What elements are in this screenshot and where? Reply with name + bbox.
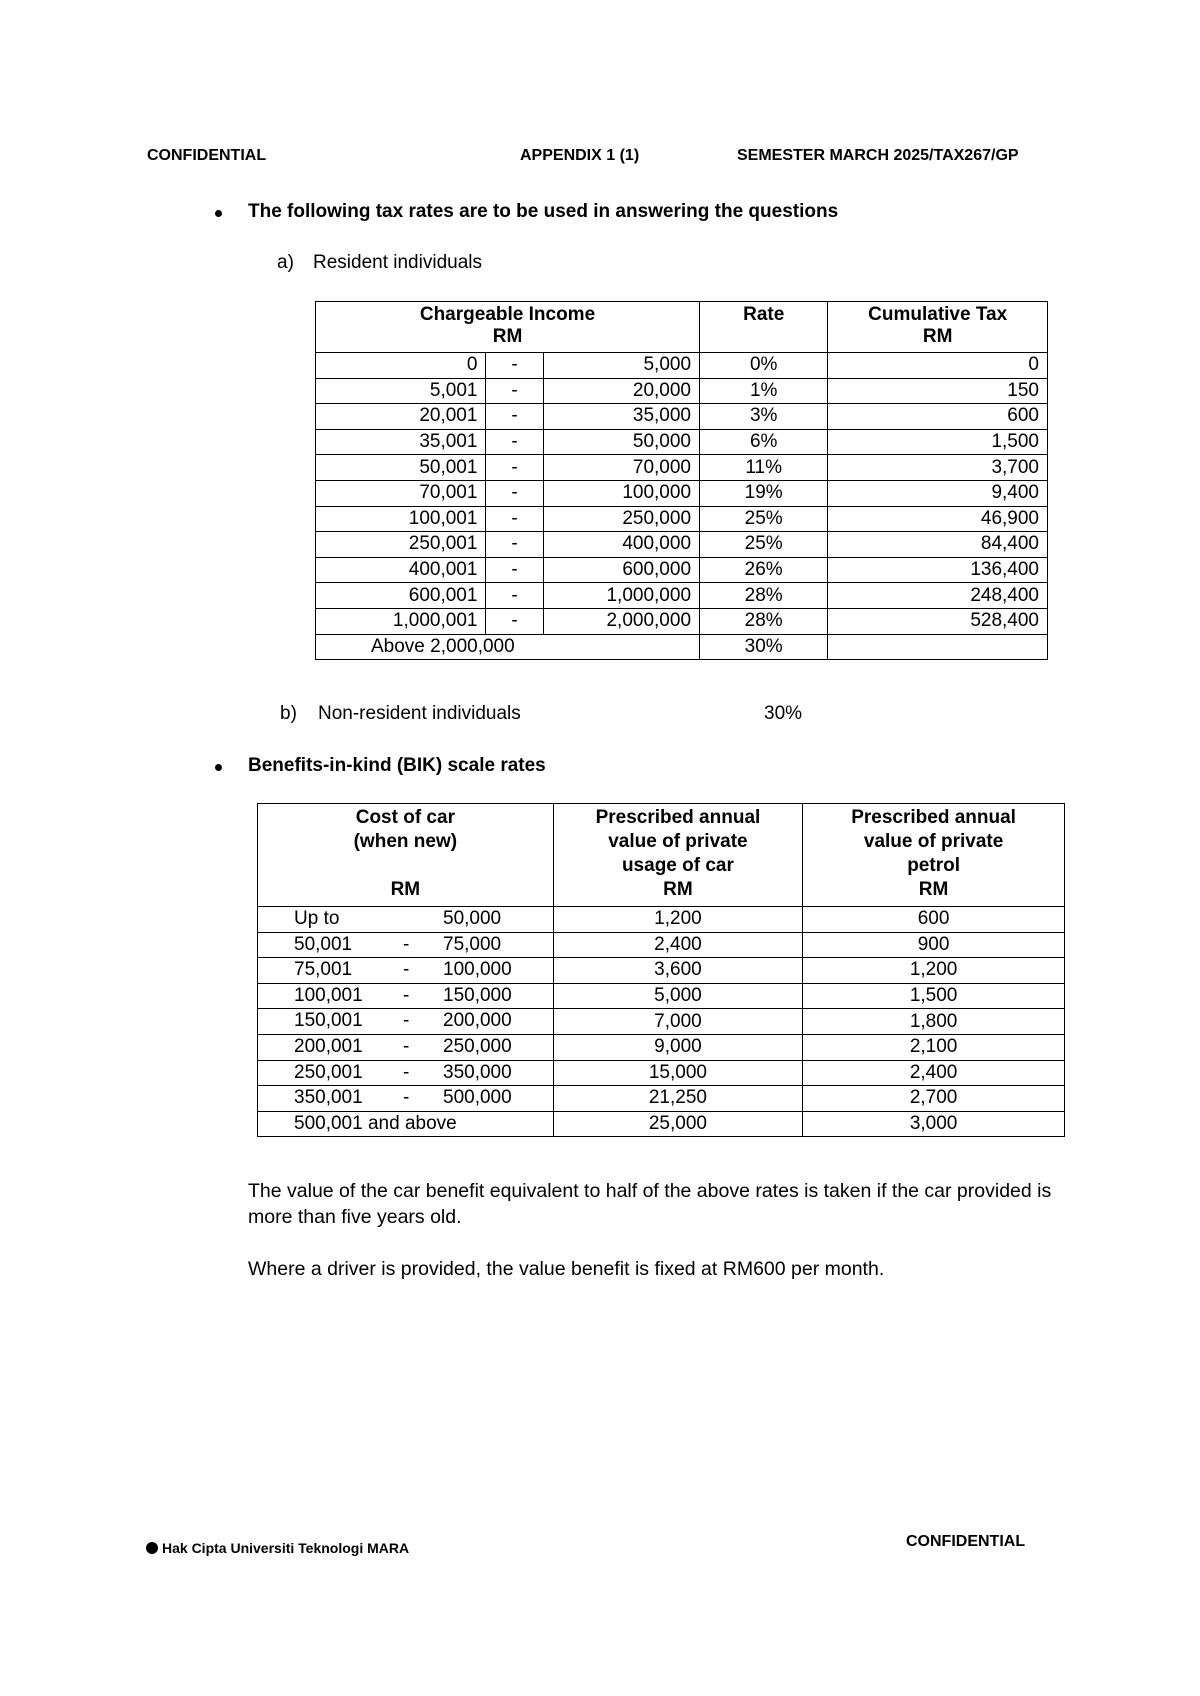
income-to-cell: 35,000 [543, 404, 699, 430]
private-petrol-header [803, 804, 1065, 907]
rate-cell: 1% [700, 378, 828, 404]
tax-table-row [316, 404, 1048, 430]
bik-usage-cell: 15,000 [553, 1060, 802, 1086]
bik-scale-table [257, 803, 1065, 1137]
rate-header [700, 302, 828, 353]
bik-cost-to: 150,000 [443, 984, 512, 1006]
bullet-icon [215, 210, 222, 217]
tax-table-row [316, 532, 1048, 558]
cumulative-tax-cell: 528,400 [828, 608, 1048, 634]
income-from-cell: 70,001 [316, 480, 486, 506]
bik-table-header-row [258, 804, 1065, 907]
bik-cost-separator: - [403, 1010, 410, 1032]
income-to-cell: 20,000 [543, 378, 699, 404]
income-to-cell: 600,000 [543, 557, 699, 583]
bik-cost-cell [258, 1009, 554, 1035]
bik-cost-separator: - [403, 1035, 410, 1057]
section-b-marker: b) [280, 703, 297, 724]
bik-petrol-cell: 2,100 [803, 1034, 1065, 1060]
footer-copyright-text: Hak Cipta Universiti Teknologi MARA [162, 1540, 410, 1556]
cumulative-tax-cell: 84,400 [828, 532, 1048, 558]
income-to-cell: 400,000 [543, 532, 699, 558]
bik-cost-cell [258, 932, 554, 958]
bik-cost-cell [258, 958, 554, 984]
bik-cost-from: 200,001 [294, 1035, 363, 1057]
bik-cost-separator: - [403, 1061, 410, 1083]
bik-cost-from: 350,001 [294, 1087, 363, 1109]
petrol-header-line1: Prescribed annual [851, 807, 1016, 828]
income-to-cell: 1,000,000 [543, 583, 699, 609]
rate-cell: 11% [700, 455, 828, 481]
bik-petrol-cell: 1,500 [803, 983, 1065, 1009]
header-semester-code: SEMESTER MARCH 2025/TAX267/GP [737, 147, 1019, 164]
bik-table-row [258, 932, 1065, 958]
income-to-cell: 5,000 [543, 353, 699, 379]
bik-table-row [258, 983, 1065, 1009]
above-cumulative [828, 634, 1048, 660]
chargeable-income-unit: RM [492, 326, 523, 347]
rate-cell: 3% [700, 404, 828, 430]
bik-cost-cell [258, 907, 554, 933]
tax-table-header-row [316, 302, 1048, 353]
private-usage-header [553, 804, 802, 907]
tax-table-row [316, 583, 1048, 609]
bik-last-petrol: 3,000 [803, 1111, 1065, 1137]
cumulative-tax-cell: 0 [828, 353, 1048, 379]
petrol-header-unit: RM [918, 879, 949, 900]
bik-usage-cell: 1,200 [553, 907, 802, 933]
cumulative-tax-cell: 248,400 [828, 583, 1048, 609]
cumulative-tax-cell: 136,400 [828, 557, 1048, 583]
income-separator-cell: - [486, 378, 543, 404]
income-to-cell: 100,000 [543, 480, 699, 506]
rate-cell: 28% [700, 608, 828, 634]
bik-cost-to: 200,000 [443, 1010, 512, 1032]
income-to-cell: 250,000 [543, 506, 699, 532]
rate-cell: 25% [700, 532, 828, 558]
tax-table-row [316, 378, 1048, 404]
bik-petrol-cell: 2,700 [803, 1086, 1065, 1112]
chargeable-income-header [316, 302, 700, 353]
bik-petrol-cell: 900 [803, 932, 1065, 958]
cost-header-line2: (when new) [353, 831, 458, 852]
bullet-icon [215, 764, 222, 771]
tax-table-row [316, 557, 1048, 583]
cost-header-unit: RM [390, 879, 421, 900]
chargeable-income-label: Chargeable Income [419, 304, 596, 325]
income-separator-cell: - [486, 404, 543, 430]
usage-header-line2: value of private [608, 831, 748, 852]
income-from-cell: 50,001 [316, 455, 486, 481]
bik-table-row [258, 1060, 1065, 1086]
bik-bullet-text: Benefits-in-kind (BIK) scale rates [248, 755, 546, 776]
bik-cost-cell [258, 1060, 554, 1086]
bik-cost-from: Up to [294, 908, 340, 929]
bik-cost-to: 50,000 [443, 908, 502, 929]
bik-usage-cell: 9,000 [553, 1034, 802, 1060]
income-separator-cell: - [486, 353, 543, 379]
usage-header-line1: Prescribed annual [595, 807, 761, 828]
bik-cost-from: 75,001 [294, 959, 353, 981]
cumulative-tax-unit: RM [922, 326, 953, 347]
income-separator-cell: - [486, 455, 543, 481]
bik-last-cost [258, 1111, 554, 1137]
income-separator-cell: - [486, 532, 543, 558]
tax-table-row [316, 429, 1048, 455]
bik-cost-from: 250,001 [294, 1061, 363, 1083]
bik-petrol-cell: 600 [803, 907, 1065, 933]
income-from-cell: 600,001 [316, 583, 486, 609]
section-a-marker: a) [277, 252, 294, 273]
petrol-header-line2: value of private [863, 831, 1004, 852]
income-separator-cell: - [486, 608, 543, 634]
bik-table-row [258, 1086, 1065, 1112]
tax-table-row [316, 480, 1048, 506]
petrol-header-line3: petrol [907, 855, 960, 876]
bik-cost-to: 75,000 [443, 933, 502, 955]
header-appendix: APPENDIX 1 (1) [520, 147, 640, 164]
bik-usage-cell: 7,000 [553, 1009, 802, 1035]
footer-copyright [146, 1540, 409, 1556]
section-b-label: Non-resident individuals [318, 703, 521, 724]
bik-cost-separator: - [403, 984, 410, 1006]
bik-cost-cell [258, 983, 554, 1009]
income-to-cell: 2,000,000 [543, 608, 699, 634]
income-to-cell: 70,000 [543, 455, 699, 481]
bik-cost-to: 100,000 [443, 959, 512, 981]
bik-table-row [258, 1034, 1065, 1060]
rate-cell: 25% [700, 506, 828, 532]
bik-petrol-cell: 2,400 [803, 1060, 1065, 1086]
tax-table-row [316, 455, 1048, 481]
bik-table-row [258, 907, 1065, 933]
above-rate: 30% [700, 634, 828, 660]
section-b-rate: 30% [764, 703, 803, 724]
usage-header-unit: RM [663, 879, 693, 900]
above-label: Above 2,000,000 [316, 634, 700, 660]
rate-label: Rate [743, 304, 785, 325]
income-from-cell: 1,000,001 [316, 608, 486, 634]
section-a-label: Resident individuals [313, 252, 482, 273]
bik-table-row [258, 958, 1065, 984]
cost-of-car-header [258, 804, 554, 907]
income-separator-cell: - [486, 429, 543, 455]
bik-usage-cell: 2,400 [553, 932, 802, 958]
rate-cell: 6% [700, 429, 828, 455]
income-from-cell: 5,001 [316, 378, 486, 404]
resident-tax-table [315, 301, 1048, 660]
income-from-cell: 400,001 [316, 557, 486, 583]
bik-cost-to: 250,000 [443, 1035, 512, 1057]
tax-table-row [316, 353, 1048, 379]
income-from-cell: 250,001 [316, 532, 486, 558]
cumulative-tax-cell: 46,900 [828, 506, 1048, 532]
bik-cost-cell [258, 1086, 554, 1112]
income-from-cell: 0 [316, 353, 486, 379]
tax-table-row-above [316, 634, 1048, 660]
bik-cost-separator: - [403, 1087, 410, 1109]
usage-header-line3: usage of car [621, 855, 734, 876]
bik-table-row-last [258, 1111, 1065, 1137]
income-from-cell: 35,001 [316, 429, 486, 455]
tax-table-row [316, 608, 1048, 634]
cumulative-tax-cell: 600 [828, 404, 1048, 430]
intro-bullet-text: The following tax rates are to be used in answering the questions [248, 201, 839, 222]
bik-cost-separator: - [403, 959, 410, 981]
income-from-cell: 20,001 [316, 404, 486, 430]
rate-cell: 28% [700, 583, 828, 609]
bik-usage-cell: 5,000 [553, 983, 802, 1009]
cumulative-tax-cell: 150 [828, 378, 1048, 404]
bik-last-label: 500,001 and above [294, 1112, 457, 1134]
bik-cost-from: 150,001 [294, 1010, 363, 1032]
income-from-cell: 100,001 [316, 506, 486, 532]
rate-cell: 26% [700, 557, 828, 583]
income-separator-cell: - [486, 506, 543, 532]
bik-last-usage: 25,000 [553, 1111, 802, 1137]
bik-usage-cell: 21,250 [553, 1086, 802, 1112]
rate-cell: 0% [700, 353, 828, 379]
bik-petrol-cell: 1,800 [803, 1009, 1065, 1035]
cumulative-tax-cell: 9,400 [828, 480, 1048, 506]
bik-cost-from: 50,001 [294, 933, 353, 955]
bik-cost-from: 100,001 [294, 984, 363, 1006]
footer-confidential: CONFIDENTIAL [906, 1533, 1026, 1550]
bik-cost-to: 500,000 [443, 1087, 512, 1109]
bik-cost-cell [258, 1034, 554, 1060]
tax-table-row [316, 506, 1048, 532]
cumulative-tax-cell: 3,700 [828, 455, 1048, 481]
paragraph-car-age: The value of the car benefit equivalent to half of the above rates is taken if the car provided is more than five years old. [248, 1180, 1052, 1228]
rate-cell: 19% [700, 480, 828, 506]
bik-petrol-cell: 1,200 [803, 958, 1065, 984]
income-separator-cell: - [486, 583, 543, 609]
cost-header-line1: Cost of car [355, 807, 455, 828]
income-separator-cell: - [486, 480, 543, 506]
cumulative-tax-header [828, 302, 1048, 353]
header-confidential: CONFIDENTIAL [147, 147, 267, 164]
cumulative-tax-label: Cumulative Tax [868, 304, 1008, 325]
bik-table-row [258, 1009, 1065, 1035]
income-to-cell: 50,000 [543, 429, 699, 455]
cumulative-tax-cell: 1,500 [828, 429, 1048, 455]
paragraph-driver: Where a driver is provided, the value benefit is fixed at RM600 per month. [248, 1258, 885, 1280]
bik-cost-separator: - [403, 933, 410, 955]
bik-cost-to: 350,000 [443, 1061, 512, 1083]
income-separator-cell: - [486, 557, 543, 583]
bik-usage-cell: 3,600 [553, 958, 802, 984]
copyright-icon [146, 1542, 158, 1554]
